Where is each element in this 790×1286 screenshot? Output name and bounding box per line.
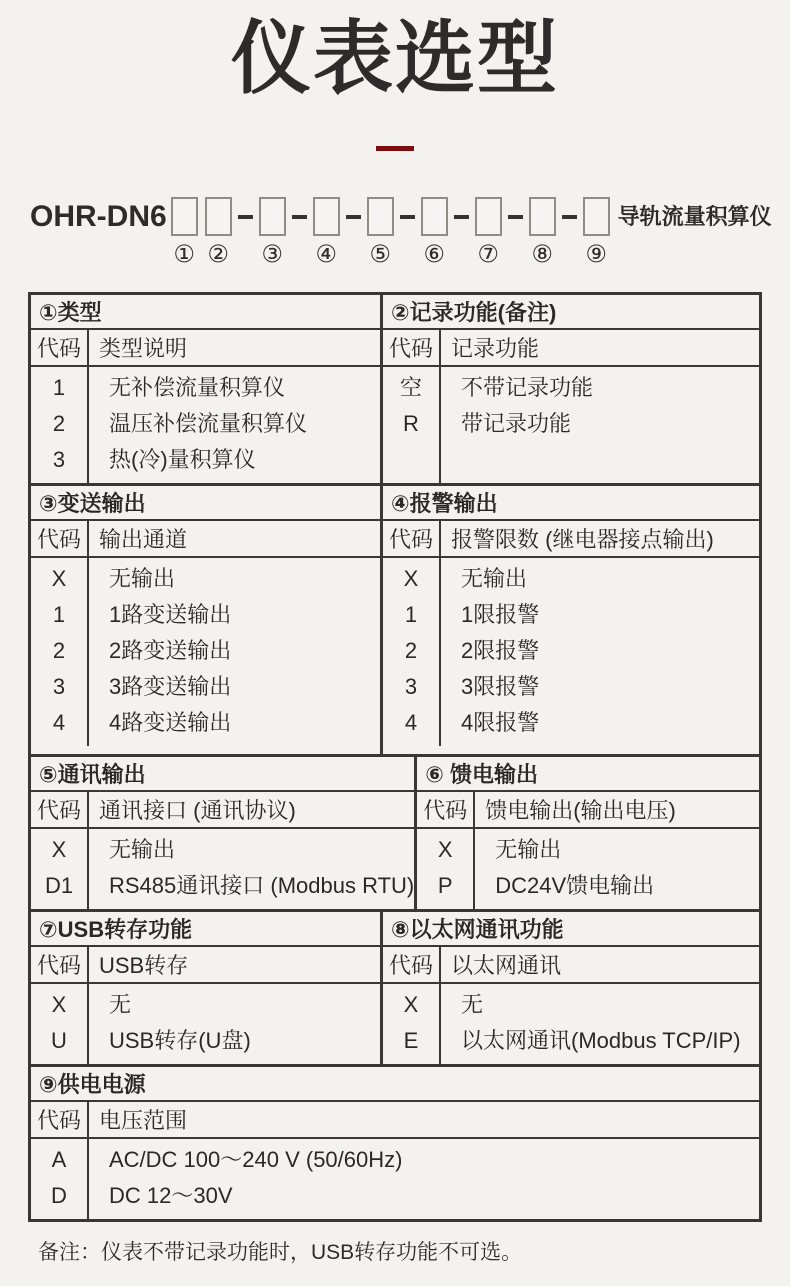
code-cell: 1 <box>52 374 66 400</box>
code-cell: 2 <box>52 637 66 663</box>
position-number-1: ① <box>173 239 195 268</box>
section-power-feed-output <box>414 757 759 909</box>
model-code-box-6 <box>421 197 448 236</box>
desc-column <box>89 984 380 1064</box>
desc-column-header: 以太网通讯 <box>451 952 562 978</box>
model-slot-1 <box>171 197 198 266</box>
page-title: 仪表选型 <box>231 14 559 103</box>
desc-cell: 带记录功能 <box>461 410 572 436</box>
section-body <box>31 984 380 1064</box>
section-title: ⑨供电电源 <box>31 1067 759 1102</box>
desc-column-header: 电压范围 <box>99 1107 188 1133</box>
section-type <box>31 295 380 483</box>
desc-cell: 1路变送输出 <box>109 601 232 627</box>
code-cell: R <box>403 410 419 436</box>
code-column-header: 代码 <box>31 330 89 365</box>
desc-cell: AC/DC 100～240 V (50/60Hz) <box>109 1146 403 1172</box>
code-cell: 2 <box>52 410 66 436</box>
desc-cell: 2限报警 <box>461 637 540 663</box>
desc-cell: RS485通讯接口 (Modbus RTU) <box>109 872 415 898</box>
code-cell: 1 <box>52 601 66 627</box>
code-column <box>31 367 89 483</box>
code-cell: A <box>51 1146 67 1172</box>
model-code-box-4 <box>313 197 340 236</box>
model-code-box-1 <box>171 197 198 236</box>
code-column <box>31 984 89 1064</box>
table-single-row <box>31 1064 759 1219</box>
desc-column-header: 类型说明 <box>99 335 188 361</box>
title-accent-divider <box>376 146 414 151</box>
section-title: ⑥ 馈电输出 <box>417 757 759 792</box>
section-column-headers <box>31 521 380 558</box>
code-column-header: 代码 <box>383 521 441 556</box>
section-column-headers <box>383 330 759 367</box>
selection-table <box>28 292 762 1222</box>
model-slot-9 <box>583 197 610 266</box>
code-cell: X <box>437 836 453 862</box>
code-column-header: 代码 <box>417 792 475 827</box>
code-cell: 1 <box>404 601 418 627</box>
code-column-header: 代码 <box>383 330 441 365</box>
section-column-headers <box>31 1102 759 1139</box>
code-cell: 3 <box>52 673 66 699</box>
model-code-box-9 <box>583 197 610 236</box>
section-column-headers <box>31 947 380 984</box>
desc-cell: 2路变送输出 <box>109 637 232 663</box>
code-cell: X <box>403 565 419 591</box>
desc-cell: 1限报警 <box>461 601 540 627</box>
desc-column-header: 报警限数 (继电器接点输出) <box>451 526 714 552</box>
desc-cell: 无补偿流量积算仪 <box>109 374 286 400</box>
section-body <box>417 829 759 909</box>
code-cell: X <box>51 565 67 591</box>
code-cell: D <box>51 1182 67 1208</box>
model-separator-dash <box>562 215 577 219</box>
desc-column <box>441 367 759 483</box>
model-code-box-5 <box>367 197 394 236</box>
desc-cell: DC24V馈电输出 <box>495 872 655 898</box>
section-body <box>383 984 759 1064</box>
code-cell: X <box>403 991 419 1017</box>
section-title: ②记录功能(备注) <box>383 295 759 330</box>
position-number-8: ⑧ <box>531 239 553 268</box>
desc-cell: 无输出 <box>109 565 176 591</box>
desc-column-header: USB转存 <box>99 952 189 978</box>
model-slot-6 <box>421 197 448 266</box>
desc-cell: 无 <box>109 991 132 1017</box>
section-transmit-output <box>31 486 380 754</box>
code-cell: P <box>437 872 453 898</box>
section-comm-output <box>31 757 414 909</box>
section-column-headers <box>31 792 414 829</box>
position-number-2: ② <box>207 239 229 268</box>
section-column-headers <box>383 947 759 984</box>
model-separator-dash <box>292 215 307 219</box>
section-title: ④报警输出 <box>383 486 759 521</box>
table-pair-row-1 <box>31 295 759 483</box>
desc-cell: 4限报警 <box>461 709 540 735</box>
section-alarm-output <box>380 486 759 754</box>
section-power-supply <box>31 1067 759 1219</box>
section-column-headers <box>31 330 380 367</box>
position-number-4: ④ <box>315 239 337 268</box>
code-cell: X <box>51 836 67 862</box>
model-separator-dash <box>454 215 469 219</box>
desc-cell: 无输出 <box>495 836 562 862</box>
section-title: ①类型 <box>31 295 380 330</box>
desc-column <box>475 829 759 909</box>
position-number-7: ⑦ <box>477 239 499 268</box>
code-column-header: 代码 <box>31 1102 89 1137</box>
code-column <box>417 829 475 909</box>
desc-cell: 以太网通讯(Modbus TCP/IP) <box>461 1027 741 1053</box>
code-column <box>31 558 89 746</box>
section-body <box>31 1139 759 1219</box>
section-column-headers <box>383 521 759 558</box>
table-pair-row-2 <box>31 483 759 754</box>
desc-cell: 不带记录功能 <box>461 374 594 400</box>
position-number-5: ⑤ <box>369 239 391 268</box>
desc-cell: DC 12～30V <box>109 1182 233 1208</box>
code-cell: 4 <box>52 709 66 735</box>
code-column-header: 代码 <box>31 792 89 827</box>
code-cell: 3 <box>52 446 66 472</box>
code-column-header: 代码 <box>31 947 89 982</box>
code-cell: 2 <box>404 637 418 663</box>
desc-cell: 3限报警 <box>461 673 540 699</box>
model-code-box-3 <box>259 197 286 236</box>
table-pair-row-4 <box>31 909 759 1064</box>
desc-column-header: 馈电输出(输出电压) <box>485 797 676 823</box>
table-pair-row-3 <box>31 754 759 909</box>
model-slot-4 <box>313 197 340 266</box>
model-suffix: 导轨流量积算仪 <box>617 203 772 229</box>
desc-cell: 无 <box>461 991 484 1017</box>
code-column <box>383 367 441 483</box>
code-cell: U <box>51 1027 67 1053</box>
model-slot-3 <box>259 197 286 266</box>
footnote: 备注：仪表不带记录功能时，USB转存功能不可选。 <box>38 1240 523 1264</box>
desc-column <box>441 984 759 1064</box>
model-slot-5 <box>367 197 394 266</box>
position-number-6: ⑥ <box>423 239 445 268</box>
code-column <box>383 558 441 746</box>
section-body <box>31 367 380 483</box>
section-body <box>383 367 759 483</box>
code-column <box>31 1139 89 1219</box>
desc-column-header: 通讯接口 (通讯协议) <box>99 797 296 823</box>
code-cell: 4 <box>404 709 418 735</box>
desc-column <box>89 367 380 483</box>
desc-column <box>441 558 759 746</box>
desc-column-header: 输出通道 <box>99 526 188 552</box>
desc-cell: 4路变送输出 <box>109 709 232 735</box>
desc-column <box>89 829 414 909</box>
model-code-line <box>30 197 790 266</box>
desc-cell: 3路变送输出 <box>109 673 232 699</box>
page <box>0 14 790 1286</box>
model-separator-dash <box>238 215 253 219</box>
section-ethernet-comm <box>380 912 759 1064</box>
code-column <box>31 829 89 909</box>
position-number-9: ⑨ <box>585 239 607 268</box>
desc-cell: USB转存(U盘) <box>109 1027 251 1053</box>
position-number-3: ③ <box>261 239 283 268</box>
model-slot-7 <box>475 197 502 266</box>
code-column-header: 代码 <box>383 947 441 982</box>
desc-cell: 热(冷)量积算仪 <box>109 446 256 472</box>
code-cell: E <box>403 1027 419 1053</box>
model-code-box-2 <box>205 197 232 236</box>
model-separator-dash <box>346 215 361 219</box>
desc-cell: 无输出 <box>461 565 528 591</box>
section-column-headers <box>417 792 759 829</box>
section-title: ⑤通讯输出 <box>31 757 414 792</box>
desc-cell: 温压补偿流量积算仪 <box>109 410 308 436</box>
desc-column <box>89 1139 759 1219</box>
section-title: ⑧以太网通讯功能 <box>383 912 759 947</box>
section-body <box>31 829 414 909</box>
section-record-function <box>380 295 759 483</box>
code-cell: D1 <box>44 872 74 898</box>
model-code-box-8 <box>529 197 556 236</box>
code-column-header: 代码 <box>31 521 89 556</box>
model-separator-dash <box>508 215 523 219</box>
desc-cell: 无输出 <box>109 836 176 862</box>
section-body <box>383 558 759 754</box>
section-usb-transfer <box>31 912 380 1064</box>
model-code-box-7 <box>475 197 502 236</box>
model-separator-dash <box>400 215 415 219</box>
code-column <box>383 984 441 1064</box>
code-cell: 空 <box>399 374 422 400</box>
code-cell: X <box>51 991 67 1017</box>
desc-column <box>89 558 380 746</box>
model-slot-8 <box>529 197 556 266</box>
model-prefix: OHR-DN6 <box>30 199 167 233</box>
code-cell: 3 <box>404 673 418 699</box>
model-slot-2 <box>205 197 232 266</box>
section-body <box>31 558 380 754</box>
desc-column-header: 记录功能 <box>451 335 540 361</box>
section-title: ③变送输出 <box>31 486 380 521</box>
section-title: ⑦USB转存功能 <box>31 912 380 947</box>
